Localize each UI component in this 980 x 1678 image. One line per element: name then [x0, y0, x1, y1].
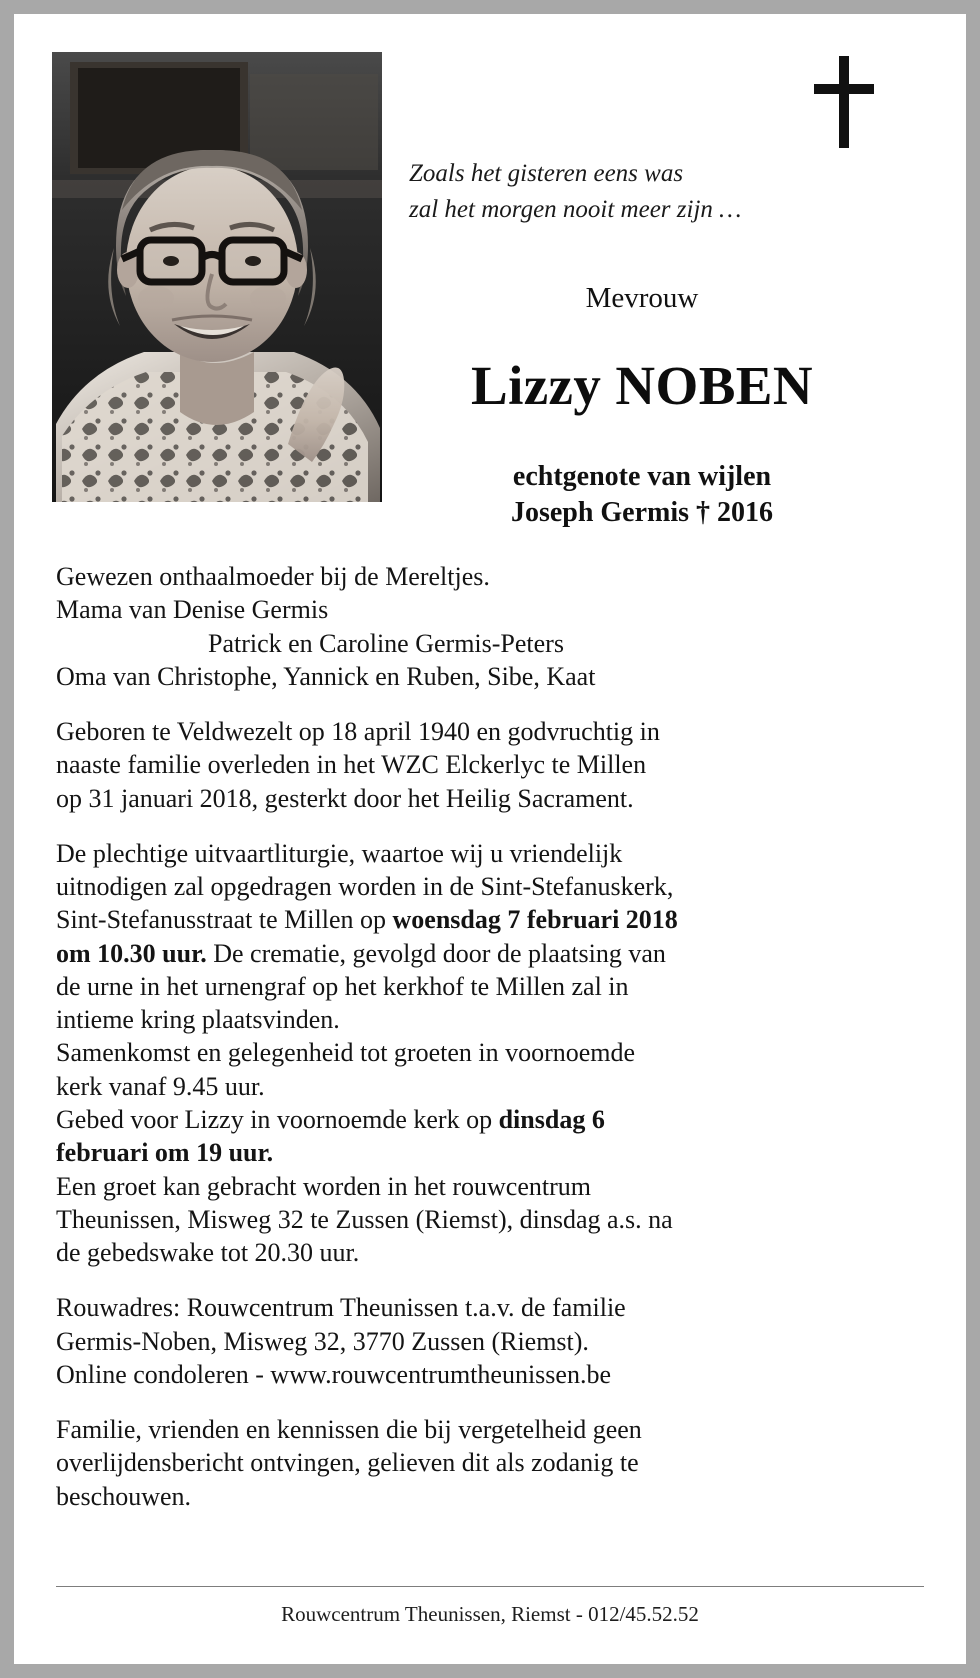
footer-divider [56, 1586, 924, 1587]
salutation: Mevrouw [585, 282, 699, 314]
service-line-10 [56, 1138, 273, 1167]
family-line-3: Patrick en Caroline Germis-Peters [208, 628, 564, 658]
portrait-image [52, 52, 382, 502]
funeral-home-footer: Rouwcentrum Theunissen, Riemst - 012/45.52.52 [281, 1602, 699, 1626]
service-line-6: intieme kring plaatsvinden. [56, 1005, 340, 1035]
portrait-photo [52, 52, 382, 502]
service-time-bold: om 10.30 uur. [56, 938, 207, 968]
family-line-1: Gewezen onthaalmoeder bij de Mereltjes. [56, 562, 490, 591]
service-line-12: Theunissen, Misweg 32 te Zussen (Riemst), dinsdag a.s. na [56, 1204, 673, 1234]
address-line-2: Germis-Noben, Misweg 32, 3770 Zussen (Riemst). [56, 1326, 589, 1356]
spouse-line-2: Joseph Germis † 2016 [510, 497, 774, 529]
notice-header [14, 14, 966, 544]
service-line-9 [56, 1105, 605, 1134]
prayer-date-bold: dinsdag 6 [498, 1104, 605, 1134]
service-line-2: uitnodigen zal opgedragen worden in de Sint-Stefanuskerk, [56, 872, 674, 902]
spouse-info [392, 459, 892, 532]
service-line-13: de gebedswake tot 20.30 uur. [56, 1238, 360, 1268]
birth-death-line-2: naaste familie overleden in het WZC Elckerlyc te Millen [56, 750, 647, 780]
address-paragraph [56, 1291, 936, 1391]
family-line-4: Oma van Christophe, Yannick en Ruben, Sibe, Kaat [56, 661, 596, 691]
deceased-name: Lizzy NOBEN [470, 355, 814, 416]
service-line-7: Samenkomst en gelegenheid tot groeten in voornoemde [56, 1038, 636, 1068]
service-paragraph [56, 837, 936, 1269]
cross-icon [814, 56, 874, 148]
quote-line-1: Zoals het gisteren eens was [409, 160, 684, 187]
service-line-3-plain: Sint-Stefanusstraat te Millen op [56, 905, 393, 935]
birth-death-line-1: Geboren te Veldwezelt op 18 april 1940 en godvruchtig in [56, 717, 660, 747]
service-line-11: Een groet kan gebracht worden in het rouwcentrum [56, 1171, 591, 1201]
closing-paragraph [56, 1413, 936, 1513]
service-line-8: kerk vanaf 9.45 uur. [56, 1071, 265, 1101]
birth-death-paragraph [56, 715, 936, 815]
notice-body [56, 560, 936, 1513]
address-line-1: Rouwadres: Rouwcentrum Theunissen t.a.v. de familie [56, 1293, 626, 1323]
service-line-3 [56, 905, 678, 934]
closing-line-3: beschouwen. [56, 1481, 192, 1511]
closing-line-2: overlijdensbericht ontvingen, gelieven dit als zodanig te [56, 1448, 639, 1478]
condolence-link[interactable]: Online condoleren - www.rouwcentrumtheunissen.be [56, 1359, 611, 1389]
service-date-bold: woensdag 7 februari 2018 [392, 905, 678, 935]
cross-vertical-bar [839, 56, 849, 148]
birth-death-line-3: op 31 januari 2018, gesterkt door het Heilig Sacrament. [56, 783, 634, 813]
service-line-4 [56, 939, 666, 968]
spouse-line-1: echtgenote van wijlen [512, 461, 772, 492]
prayer-line-plain: Gebed voor Lizzy in voornoemde kerk op [56, 1104, 499, 1134]
quote-line-2: zal het morgen nooit meer zijn … [409, 195, 742, 223]
prayer-time-bold: februari om 19 uur. [56, 1138, 274, 1168]
cross-horizontal-bar [814, 84, 874, 94]
death-notice-card [14, 14, 966, 1664]
service-line-5: de urne in het urnengraf op het kerkhof te Millen zal in [56, 971, 629, 1001]
memorial-quote [409, 156, 909, 227]
service-line-4-plain: De crematie, gevolgd door de plaatsing van [206, 938, 666, 968]
service-line-1: De plechtige uitvaartliturgie, waartoe wij u vriendelijk [56, 838, 623, 868]
family-line-2: Mama van Denise Germis [56, 595, 329, 625]
closing-line-1: Familie, vrienden en kennissen die bij vergetelheid geen [56, 1415, 642, 1445]
family-paragraph [56, 560, 936, 693]
